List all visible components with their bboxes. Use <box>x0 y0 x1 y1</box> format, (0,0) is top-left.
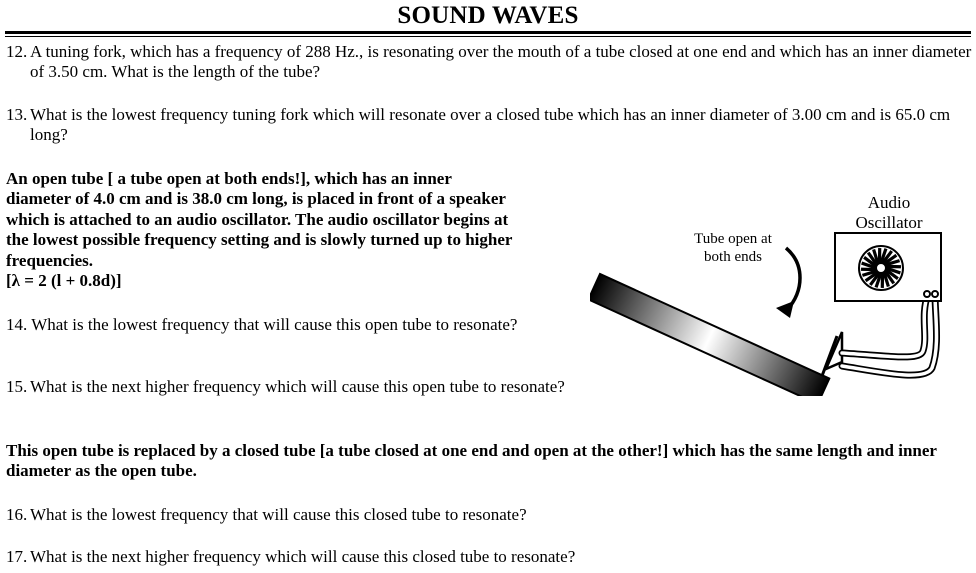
question-number: 14. <box>6 315 28 334</box>
open-tube-intro <box>6 169 586 291</box>
question-number: 17. <box>6 547 28 566</box>
question-17 <box>6 547 970 567</box>
question-text: A tuning fork, which has a frequency of 288 Hz., is resonating over the mouth of a tube closed at one end and which has an inner diameter of 3.50 cm. What is the length of the tube? <box>30 42 972 81</box>
intro-line: frequencies. <box>6 250 94 270</box>
question-number: 12. <box>6 42 28 61</box>
terminal-icon <box>924 291 930 297</box>
question-number: 16. <box>6 505 28 524</box>
question-number: 13. <box>6 105 28 124</box>
tube-label <box>680 230 786 266</box>
question-15 <box>6 377 590 397</box>
question-text: What is the next higher frequency which will cause this closed tube to resonate? <box>30 547 576 566</box>
question-text: What is the lowest frequency tuning fork which will resonate over a closed tube which has an inner diameter of 3.00 cm and is 65.0 cm long? <box>30 105 951 144</box>
intro-line: the lowest possible frequency setting and is slowly turned up to higher <box>6 230 513 250</box>
question-text: What is the next higher frequency which will cause this open tube to resonate? <box>30 377 565 396</box>
question-16 <box>6 505 970 525</box>
fan-hub <box>876 263 886 273</box>
oscillator-label-line: Audio <box>867 193 911 212</box>
title-rule-thin <box>5 36 971 37</box>
tube-label-line: Tube open at <box>694 231 772 247</box>
intro-line: An open tube [ a tube open at both ends!], which has an inner <box>6 169 452 188</box>
title-rule-thick <box>5 31 971 34</box>
speaker-fan-icon <box>859 246 903 290</box>
intro-line: which is attached to an audio oscillator. The audio oscillator begins at <box>6 209 509 229</box>
terminal-icon <box>932 291 938 297</box>
question-text: What is the lowest frequency that will cause this open tube to resonate? <box>31 315 518 334</box>
tube-label-line: both ends <box>704 249 762 265</box>
wavelength-formula: [λ = 2 (l + 0.8d)] <box>6 271 122 291</box>
oscillator-label-line: Oscillator <box>855 213 923 232</box>
speaker-wire <box>842 294 937 375</box>
open-tube <box>590 274 829 396</box>
page-title: SOUND WAVES <box>397 2 579 29</box>
closed-tube-intro: This open tube is replaced by a closed tube [a tube closed at one end and open at the other!] which has the same length and inner diameter as the open tube. <box>6 441 937 481</box>
oscillator-label <box>835 193 943 233</box>
question-number: 15. <box>6 377 28 396</box>
question-text: What is the lowest frequency that will cause this closed tube to resonate? <box>30 505 527 524</box>
question-14 <box>6 315 526 335</box>
question-12 <box>6 42 976 82</box>
intro-line: diameter of 4.0 cm and is 38.0 cm long, is placed in front of a speaker <box>6 189 506 209</box>
question-13 <box>6 105 976 145</box>
